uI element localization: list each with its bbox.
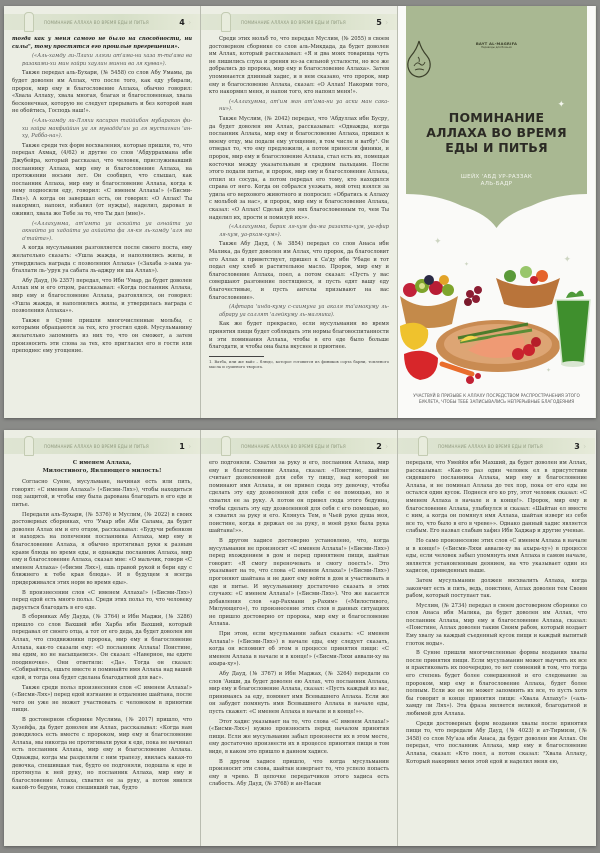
page-body <box>12 36 192 356</box>
paragraph: Муслим, (№ 2734) передал в своем достоверном сборнике со слов Анаса ибн Малика, да будет доволен им Аллах, что посланник Аллаха, мир ему и благословение Аллаха, сказал: «Поистине, Аллах доволен таким Своим рабом, который воздает Ему хвалу за каждый съеденный кусок пищи и каждый выпитый глоток воды». <box>406 602 587 647</box>
lantern-icon <box>418 436 428 456</box>
author-line: АЛЬ-БАДР <box>480 181 513 187</box>
transliteration: («Аллахумма, барик ля-хум фи-ма разакта-хум, уа-гфир ля-хум, уа-рхам-хум»). <box>219 224 389 238</box>
paragraph: Абу Дауд, (№ 2357) передал, что Ибн 'Умар, да будет доволен Аллах им и его отцом, рассказывал: «Когда посланник Аллаха, мир ему и благословение Аллаха, разговлялся, он говорил: «Ушла жажда, и наполнились жилы, и утвердилась награда с позволения Аллаха»». <box>12 277 192 315</box>
food-image <box>398 246 595 386</box>
chevron-right-icon: › <box>583 441 587 451</box>
page-1 <box>4 430 201 846</box>
publisher-name: BAYT AL-MAGRIFA <box>475 41 518 46</box>
paragraph: В достоверном сборнике Муслима, (№ 2017) пришло, что Хузейфа, да будет доволен им Аллах, рассказывал: «Когда нам доводилось есть вместе с пророком, мир ему и благословение Аллаха, мы никогда не протягивали руки к еде, пока не начинал есть посланник Аллаха, мир ему и благословение Аллаха. Однажды, когда мы разделяли с ним трапезу, явилась какая-то девочка, спешившая так, будто ее подгоняли, подошла к еде и протянула к ней руку, но посланник Аллаха, мир ему и благословение Аллаха, схватил ее за руку, а потом явился какой-то бедуин, тоже спешивший так, будто <box>12 717 192 792</box>
page-2 <box>201 430 398 846</box>
booklet-sheet-bottom <box>4 430 596 846</box>
paragraph: В другом хадисе пришло, что когда мусульманин произносит эти слова, шайтан извергает то, что успело попасть ему в чрево. В цепочке передатчиков этого хадиса есть слабость. Абу Дауд, (№ 3768) и ан-Насаи <box>209 758 389 788</box>
paragraph: передали, что Умеййя ибн Махший, да будет доволен им Аллах, рассказывал: «Как-то раз один человек ел в присутствии сидевшего посланника Аллаха, мир ему и благословение Аллаха, и не поминал Аллаха до тех пор, пока от его еды не остался один кусок. Поднеся его ко рту, этот человек сказал: «С именем Аллаха в начале и в конце!». Пророк, мир ему и благословение Аллаха, улыбнулся и сказал: «Шайтан ел вместе с ним, а когда он помянул имя Аллаха, шайтан изверг из себя все то, что было в его в чреве»». Однако данный хадис является слабым. Его назвал слабым хафиз Ибн Хаджар и другие ученые. <box>406 460 587 535</box>
page-header <box>4 438 200 454</box>
page-number: 4 <box>179 17 185 27</box>
paragraph: В сборниках Абу Дауда, (№ 3764) и Ибн Маджи, (№ 3286) пришло со слов Вахший ибн Харба ибн Вахший, который передавал от своего отца, а тот от его деда, да будет доволен им Аллах, что сподвижники пророка, мир ему и благословение Аллаха, как-то сказали ему: «О посланник Аллаха! Поистине, мы едим, но не насыщаемся». Он сказал: «Наверное, вы едите поодиночке». Они ответили: «Да». Тогда он сказал: «Собирайтесь, ешьте вместе и поминайте имя Аллаха над вашей едой, и тогда она будет сделана благодатной для вас». <box>12 614 192 682</box>
page-body <box>209 36 389 369</box>
lantern-icon <box>221 436 231 456</box>
paragraph: Согласно Сунне, мусульмане, начиная есть или пить, говорят: «С именем Аллаха!» («Бисми-Лях»), чтобы находиться под защитой, и чтобы ему была дарована благодать в его еде и питье. <box>12 479 192 508</box>
page-number: 2 <box>376 441 382 451</box>
title-line: АЛЛАХА ВО ВРЕМЯ <box>426 125 567 140</box>
author-line: ШЕЙХ 'АБД УР-РАЗЗАК <box>460 174 533 180</box>
footnote: 1. Ватба, или же вайс – блюдо, которое готовится из фиников сорта барни, топленого масла и сушеного творога. <box>209 358 389 369</box>
lantern-icon <box>24 12 34 32</box>
page-body <box>12 460 192 793</box>
paragraph: его подгоняли. Схватив за руку и его, посланник Аллаха, мир ему и благословение Аллаха, сказал: «Поистине, шайтан считает дозволенной для себя ту пищу, над которой не поминают имя Аллаха, и он привел сюда эту девочку, чтобы сделать эту еду дозволенной для себя с ее помощью, но я схватил ее за руку. А потом он привел сюда этого бедуина, чтобы сделать эту еду дозволенной для себя с его помощью, но я схватил за руку и его. Клянусь Тем, в Чьей руке душа моя, поистине, когда я держал ее за руку, в моей руке была рука шайтана!»». <box>209 460 389 535</box>
transliteration: («Аллахумма, ат'им ман ат'ама-ни уа аски ман сака-ни»). <box>219 98 389 113</box>
paragraph: Абу Дауд, (№ 3767) и Ибн Маджах, (№ 3264) передали со слов 'Аиши, да будет доволен ею Аллах, что посланник Аллаха, мир ему и благословение Аллаха, сказал: «Пусть каждый из вас, принимаясь за еду, помянет имя Всевышнего Аллаха. Если же он забудет помянуть имя Всевышнего Аллаха в начале еды, пусть скажет: «С именем Аллаха в начале и в конце!»». <box>209 671 389 715</box>
paragraph: Передали аль-Бухари, (№ 5376) и Муслим, (№ 2022) в своих достоверных сборниках, что 'Умар ибн Аби Салама, да будет доволен Аллах им и его отцом, рассказывал: «Будучи ребенком и находясь на попечении посланника Аллаха, мир ему и благословение Аллаха, я обычно протягивал руки к разным краям блюда во время еды, и однажды посланник Аллаха, мир ему и благословение Аллаха, сказал мне: «О мальчик, говори «С именем Аллаха» («бисми Лях»), ешь правой рукой и бери еду с ближнего к тебе края блюда». И в будущем я всегда придерживался этих норм во время еды». <box>12 511 192 586</box>
paragraph: Также среди тех форм восхваления, которые пришли, то, что передал Ахмад, (4/62) и другие со слов 'Абдуррахмана ибн Джубейра, который рассказал, что человек, прислуживавший посланнику Аллаха, мир ему и благословение Аллаха, на протяжении восьми лет. Он сообщил, что слышал, как посланник Аллаха, мир ему и благословение Аллаха, когда к нему подносили еду, говорил: «С именем Аллаха!» («Бисми-Лях»). А когда он завершал есть, он говорил: «О Аллах! Ты накормил, напоил, избавил (от нужды), наделил, даровал и оживил, хвала же Тебе за то, что Ты дал (мне)». <box>12 142 192 218</box>
heading-line: Милостивого, Являющего милость! <box>42 467 162 474</box>
title-line: ЕДЫ И ПИТЬЯ <box>445 140 548 155</box>
running-title: ПОМИНАНИЕ АЛЛАХА ВО ВРЕМЯ ЕДЫ И ПИТЬЯ <box>44 443 149 449</box>
cover-page <box>398 6 595 418</box>
paragraph: Среди достоверных форм воздания хвалы после принятия пищи то, что передали Абу Дауд, (№ 4023) и ат-Тирмизи, (№ 3458) со слов Му'аза ибн Анаса, да будет доволен им Аллах. Он передал, что посланник Аллаха, мир ему и благословение Аллаха, сказал: «Кто поел, а потом сказал: "Хвала Аллаху, Который накормил меня этой едой и наделил меня ею, <box>406 720 587 765</box>
sparkle-icon: ✦ <box>557 100 565 110</box>
droplet-calligraphy-icon <box>406 39 432 79</box>
running-title: ПОМИНАНИЕ АЛЛАХА ВО ВРЕМЯ ЕДЫ И ПИТЬЯ <box>44 19 149 25</box>
transliteration: (Афтара 'инда-куму с-саимуна уа акаля та'амакуму ль-абрару уа саллят 'алейкуму ль-маляика). <box>219 304 389 318</box>
cover-author <box>406 174 587 188</box>
sparkle-icon: ✦ <box>464 261 470 268</box>
chevron-right-icon: › <box>385 441 389 451</box>
paragraph: В Сунне пришли многочисленные формы воздания хвалы после принятия пищи. Если мусульманин может выучить их все и практиковать их поочередно, то нет сомнений в том, что тогда его степень будет более совершенной и его следование за пророком, мир ему и благословение Аллаха, будет более полным. Если же он не может запомнить их все, то пусть хотя бы говорит в конце принятия пищи: «Хвала Аллаху!» («аль-хамду ли Лях»). Эта фраза является великой, благодатной и любимой для Аллаха. <box>406 650 587 717</box>
chevron-right-icon: › <box>188 17 192 27</box>
sparkle-icon: ✦ <box>434 237 442 247</box>
basmala-heading <box>12 460 192 475</box>
lantern-icon <box>221 12 231 32</box>
paragraph: Этот хадис указывает на то, что слова «С именем Аллаха!» («Бисми-Лях») нужно произносить перед началом принятия пищи. Если же мусульманин забыл произнести их в этом месте, ему достаточно произнести их в процессе принятия пищи в том виде, в каком это пришло в данном хадисе. <box>209 718 389 755</box>
cover-title <box>406 110 587 155</box>
page-header <box>398 438 595 454</box>
lantern-icon <box>24 436 34 456</box>
paragraph: Также передал аль-Бухари, (№ 5458) со слов Абу Умамы, да будет доволен им Аллах, что после того, как еду убирали, пророк, мир ему и благословение Аллаха, обычно говорил: «Хвала Аллаху, хвала многая, благая и благословенная, хвала бесконечная, которую не следует прерывать и без которой нам не обойтись, Господь наш!». <box>12 70 192 115</box>
transliteration: («Аль-хамду ли-Лляхи касиран таййибан мубаракан фи-хи гайра макфиййин уа ля муваддa'ин уа ля мустагнан 'ан-ху, Рабба-на»). <box>22 117 192 140</box>
publisher-subtitle: Переводы для Божьих <box>481 46 512 49</box>
booklet-sheet-top <box>4 6 596 418</box>
footnote-divider <box>209 356 264 357</box>
chevron-right-icon: › <box>188 441 192 451</box>
sparkle-icon: ✦ <box>563 255 571 265</box>
cover-banner <box>406 6 587 228</box>
page-header <box>201 438 397 454</box>
page-3 <box>398 430 595 846</box>
page-number: 3 <box>574 441 580 451</box>
paragraph: В другом хадисе достоверно установлено, что, когда мусульманин не произносит «С именем Аллаха!» («Бисми-Лях») перед вхождением в дом и перед принятием пищи, шайтан говорит: «Я смогу переночевать и смогу поесть!». Это указывает на то, что слова «С именем Аллаха!» («Бисми-Лях») прогоняют шайтана и не дают ему войти в дом и участвовать в еде и питье. И мусульманину достаточно сказать в этих случаях: «С именем Аллаха!» («Бисми-Лях»). Что же касается добавления слов «ар-Рахмани р-Рахим» («Милостивого, Милующего»), то произнесение этих слов в данных ситуациях не пришло достоверно от пророка, мир ему и благословение Аллаха. <box>209 537 389 628</box>
page-body <box>406 460 587 766</box>
running-title: ПОМИНАНИЕ АЛЛАХА ВО ВРЕМЯ ЕДЫ И ПИТЬЯ <box>438 443 543 449</box>
paragraph: тогда как у меня самого не было на способности, ни силы", тому простятся его прошлые прегрешения». <box>12 36 192 50</box>
transliteration: («Аль-хамду ли-Ллахи ллязи ат'ама-ни хаза т-та'ама ва разаками-хи мин гайри хаулин минни ва ля куввa»). <box>22 53 192 67</box>
food-illustration <box>398 246 595 386</box>
paragraph: Как же будет прекрасно, если мусульманин во время принятия пищи будет соблюдать эти нормы благовоспитанности и эти поминания Аллаха, чтобы в его еде было больше благодати, и чтобы она была вкуснее и приятнее. <box>209 321 389 351</box>
transliteration: («Аллахумма, ат'амта уа аскайта уа агнайта уа акнайта уа хадайта уа ахйайта фа ля-кя ль-хамду 'аля ма а'тайта»). <box>22 220 192 242</box>
publisher-logo <box>406 39 587 49</box>
paragraph: А когда мусульманин разговляется после своего поста, ему желательно сказать: «Ушла жажда, и наполнились жилы, и утвердилась награда с позволения Аллаха» («Захаба з-зама уа-бталлати ль-'урук уа сабата ль-аджру ин ша Аллах»). <box>12 245 192 275</box>
sparkle-icon: ✦ <box>545 367 551 374</box>
page-4 <box>4 6 201 418</box>
paragraph: Также Абу Дауд, (№ 3854) передал со слов Анаса ибн Малика, да будет доволен им Аллах, что пророк, да благословит его Аллах и приветствует, пришел к Са'ду ибн 'Убаде и тот подал ему хлеб и растительное масло. Пророк, мир ему и благословение Аллаха, поел, а потом сказал: «Пусть у вас совершают разговение постящиеся, и пусть едят вашу еду благочестивые, и пусть ангелы призывают на вас благословение». <box>209 241 389 301</box>
paragraph: В произнесении слов «С именем Аллаха!» («Бисми-Лях») перед едой есть много польз. Среди этих польз то, что человеку дарується благодать в его еде. <box>12 589 192 611</box>
running-title: ПОМИНАНИЕ АЛЛАХА ВО ВРЕМЯ ЕДЫ И ПИТЬЯ <box>241 443 346 449</box>
title-line: ПОМИНАНИЕ <box>448 110 545 125</box>
paragraph: Также среди польз произнесения слов «С именем Аллаха!» («Бисми-Лях») перед едой изгнание и отдаление шайтана, после чего он уже не может участвовать с человеком в принятии пищи. <box>12 684 192 714</box>
running-title: ПОМИНАНИЕ АЛЛАХА ВО ВРЕМЯ ЕДЫ И ПИТЬЯ <box>241 19 346 25</box>
page-body <box>209 460 389 789</box>
page-number: 1 <box>179 441 185 451</box>
heading-line: С именем Аллаха, <box>72 460 132 466</box>
paragraph: Затем мусульманин должен восхвалить Аллаха, когда закончит есть и пить, ведь, поистине, Аллах доволен тем Своим рабом, который поступает так. <box>406 577 587 600</box>
chevron-right-icon: › <box>385 17 389 27</box>
page-header <box>4 14 200 30</box>
page-5 <box>201 6 398 418</box>
paragraph: Также Муслим, (№ 2042) передал, что 'Абдуллах ибн Бусру, да будет доволен им Аллах, рассказывал: «Однажды, когда посланник Аллаха, мир ему и благословение Аллаха, пришел к моему отцу, мы подали ему угощение, в том числе и ватбу¹. Он отведал то, что ему предложили, а потом принесли финики, и пророк, мир ему и благословение Аллаха, стал есть их, помещая косточки между указательным и средним пальцами. После этого подали питье, и пророк, мир ему и благословение Аллаха, отпил из сосуда, а потом передал его тому, кто находился справа от него. Когда он собрался уезжать, мой отец взялся за удила его верхового животного и попросил: «Обратись к Аллаху с мольбой за нас», и пророк, мир ему и благословение Аллаха, сказал: «О Аллах! Сделай для них благословенным то, чем Ты наделил их, прости и помилуй их»». <box>209 115 389 221</box>
cover-caption: УЧАСТВУЙ В ПРИЗЫВЕ К АЛЛАХУ ПОСРЕДСТВОМ РАСПРОСТРАНЕНИЯ ЭТОГО БУКЛЕТА, ЧТОБЫ ТЕБЕ ЗАПИСЫВАЛИСЬ НЕПРЕРЫВНЫЕ БЛАГОДЕЯНИЯ <box>413 393 580 404</box>
paragraph: Также в Сунне пришли многочисленные мольбы, с которыми обращаются за тех, кто угостил едой. Мусульманину желательно запомнить из них то, что он сможет, а затем произносить эти слова за тех, кто пригласил его в гости или преподнес ему угощение. <box>12 317 192 355</box>
page-number: 5 <box>376 17 382 27</box>
paragraph: Среди этих мольб то, что передал Муслим, (№ 2055) в своем достоверном сборнике со слов аль-Микдада, да будет доволен им Аллах, который рассказывал: «Я и два моих товарища чуть не лишились слуха и зрения из-за сильной усталости, но все же добрались до пророка, мир ему и благословение Аллаха». Затем упоминается длинный хадис, и в нем сказано, что пророк, мир ему и благословение Аллаха, сказал: «О Аллах! Накорми того, кто накормил меня, и напои того, кто напоил меня!». <box>209 36 389 96</box>
paragraph: При этом, если мусульманин забыл сказать: «С именем Аллаха!» («Бисми-Лях») в начале еды, ему следует сказать, когда он вспомнит об этом в процессе принятия пищи: «С именем Аллаха в начале и в конце!» («Бисми-Ляхи аввали-ху ва ахыра-ху»). <box>209 631 389 668</box>
paragraph: Но само произнесение этих слов «С именем Аллаха в начале и в конце!» («Бисми-Ляхи аввали-ху ва ахыра-ху») в процессе еды, если человек забыл упомянуть имя Аллаха в самом начале, является установленным деянием, на что указывает один из хадисов, приведенных выше. <box>406 537 587 575</box>
page-header <box>201 14 397 30</box>
